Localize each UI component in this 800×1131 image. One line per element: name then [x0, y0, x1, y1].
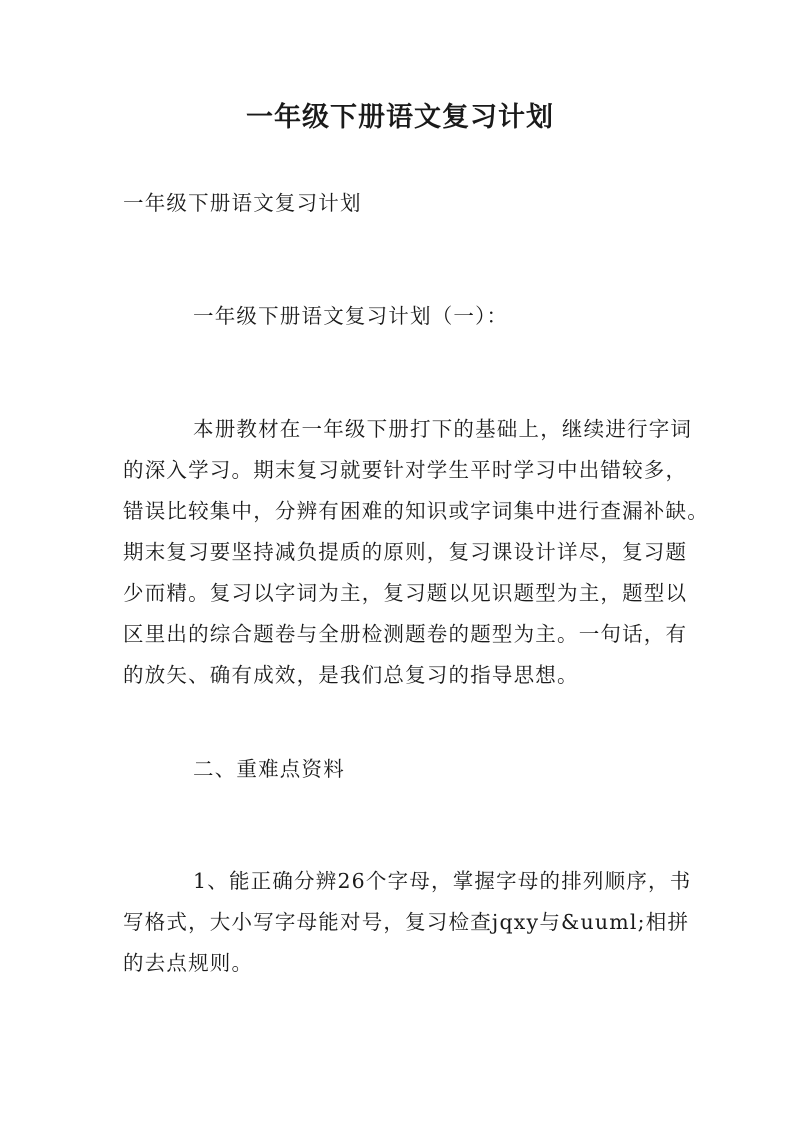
subtitle-line: 一年级下册语文复习计划 [123, 191, 362, 215]
intro-paragraph [123, 409, 709, 696]
paragraph-line: 少而精。复习以字词为主，复习题以见识题型为主，题型以 [123, 581, 688, 605]
paragraph-line: 区里出的综合题卷与全册检测题卷的题型为主。一句话，有 [123, 622, 688, 646]
section1-heading-text: 一年级下册语文复习计划（一）： [193, 304, 509, 328]
paragraph-line: 的放矢、确有成效，是我们总复习的指导思想。 [123, 663, 579, 687]
paragraph-line: 本册教材在一年级下册打下的基础上，继续进行字词 [193, 417, 693, 441]
paragraph-line: 1、能正确分辨26个字母，掌握字母的排列顺序，书 [193, 869, 692, 893]
paragraph-line: 的深入学习。期末复习就要针对学生平时学习中出错较多， [123, 458, 688, 482]
item1-paragraph [123, 861, 692, 984]
paragraph-line: 的去点规则。 [123, 951, 254, 975]
paragraph-line: 期末复习要坚持减负提质的原则，复习课设计详尽，复习题 [123, 540, 688, 564]
document-subtitle [123, 183, 683, 224]
paragraph-line: 错误比较集中，分辨有困难的知识或字词集中进行查漏补缺。 [123, 499, 709, 523]
section2-heading-text: 二、重难点资料 [193, 757, 345, 781]
section1-heading [123, 296, 753, 337]
document-title: 一年级下册语文复习计划 [246, 102, 554, 133]
paragraph-line: 写格式，大小写字母能对号，复习检查jqxy与&uuml;相拼 [123, 910, 690, 934]
section2-heading [123, 749, 753, 790]
